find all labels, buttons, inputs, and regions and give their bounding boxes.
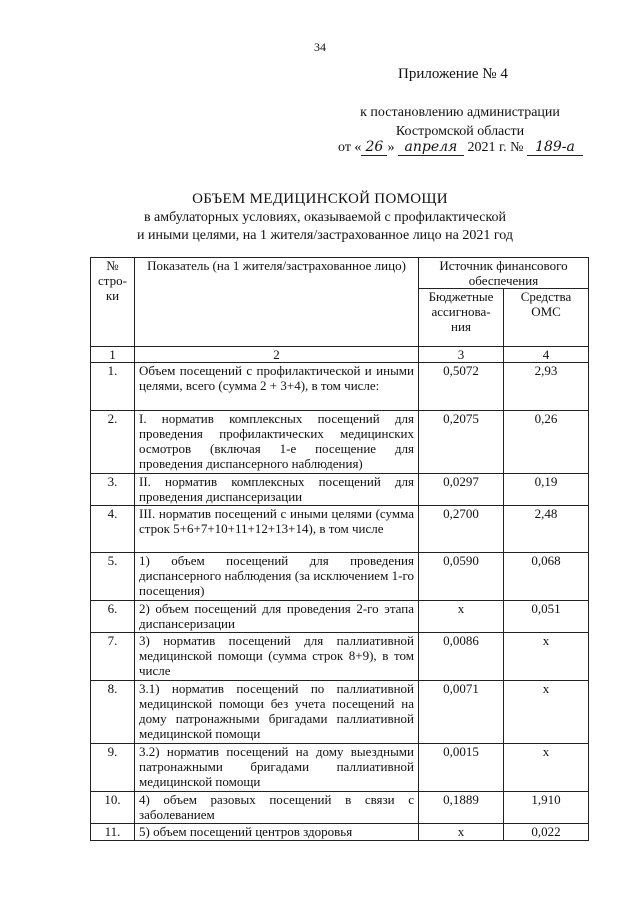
row-budget-value: 0,2700 (419, 506, 504, 553)
table-row (91, 411, 589, 474)
row-oms-value: 2,93 (504, 363, 589, 411)
header-indicator: Показатель (на 1 жителя/застрахованное лицо) (135, 258, 419, 347)
row-oms-value: х (504, 681, 589, 744)
row-number: 5. (91, 553, 135, 601)
row-oms-value: 0,068 (504, 553, 589, 601)
row-oms-value: 1,910 (504, 792, 589, 824)
row-number: 10. (91, 792, 135, 824)
row-number: 6. (91, 601, 135, 633)
subtitle-line-2: и иными целями, на 1 жителя/застрахованное лицо на 2021 год (137, 228, 513, 243)
decree-date-line (338, 139, 583, 156)
row-oms-value: х (504, 633, 589, 681)
row-oms-value: х (504, 744, 589, 792)
row-indicator: I. норматив комплексных посещений для проведения профилактических медицинских осмотров (включая 1-е посещение для проведения диспансерного наблюдения) (135, 411, 419, 474)
column-number: 3 (419, 347, 504, 363)
row-number: 1. (91, 363, 135, 411)
column-numbers-row (91, 347, 589, 363)
table-row (91, 474, 589, 506)
row-budget-value: 0,0086 (419, 633, 504, 681)
column-number: 1 (91, 347, 135, 363)
row-indicator: II. норматив комплексных посещений для проведения диспансеризации (135, 474, 419, 506)
decree-line-1: к постановлению администрации (360, 105, 560, 120)
table-row (91, 553, 589, 601)
row-indicator: 3) норматив посещений для паллиативной медицинской помощи (сумма строк 8+9), в том числе (135, 633, 419, 681)
column-number: 4 (504, 347, 589, 363)
table-row (91, 633, 589, 681)
row-number: 2. (91, 411, 135, 474)
column-number: 2 (135, 347, 419, 363)
table-header-row (91, 258, 589, 289)
row-number: 8. (91, 681, 135, 744)
row-indicator: 2) объем посещений для проведения 2-го этапа диспансеризации (135, 601, 419, 633)
date-prefix: от « (338, 140, 362, 155)
row-indicator: 1) объем посещений для проведения диспансерного наблюдения (за исключением 1-го посещения) (135, 553, 419, 601)
row-oms-value: 0,19 (504, 474, 589, 506)
table-row (91, 824, 589, 841)
row-budget-value: 0,0071 (419, 681, 504, 744)
date-day: 26 (361, 139, 387, 156)
row-number: 11. (91, 824, 135, 841)
table-row (91, 506, 589, 553)
appendix-label: Приложение № 4 (398, 66, 508, 82)
row-budget-value: 0,5072 (419, 363, 504, 411)
row-oms-value: 0,022 (504, 824, 589, 841)
header-budget: Бюджетные ассигнова-ния (419, 289, 504, 347)
medical-volume-table (90, 257, 589, 841)
date-month: апреля (398, 139, 464, 156)
row-budget-value: 0,0297 (419, 474, 504, 506)
table-row (91, 744, 589, 792)
row-number: 3. (91, 474, 135, 506)
row-budget-value: 0,0015 (419, 744, 504, 792)
subtitle-line-1: в амбулаторных условиях, оказываемой с профилактической (143, 210, 507, 225)
row-number: 7. (91, 633, 135, 681)
row-indicator: 3.2) норматив посещений на дому выездными патронажными бригадами паллиативной медицинской помощи (135, 744, 419, 792)
header-funding-source: Источник финансового обеспечения (419, 258, 589, 289)
decree-number: 189-а (527, 139, 583, 156)
date-year: 2021 г. № (467, 140, 524, 155)
decree-line-2: Костромской области (395, 124, 525, 139)
table-row (91, 792, 589, 824)
row-indicator: Объем посещений с профилактической и иными целями, всего (сумма 2 + 3+4), в том числе: (135, 363, 419, 411)
document-title: ОБЪЕМ МЕДИЦИНСКОЙ ПОМОЩИ (192, 191, 448, 207)
date-separator: » (387, 140, 395, 155)
row-oms-value: 2,48 (504, 506, 589, 553)
row-number: 9. (91, 744, 135, 792)
row-indicator: III. норматив посещений с иными целями (сумма строк 5+6+7+10+11+12+13+14), в том числе (135, 506, 419, 553)
row-oms-value: 0,26 (504, 411, 589, 474)
table-row (91, 681, 589, 744)
row-budget-value: х (419, 601, 504, 633)
row-oms-value: 0,051 (504, 601, 589, 633)
row-budget-value: 0,2075 (419, 411, 504, 474)
document-subtitle (100, 209, 550, 245)
row-indicator: 3.1) норматив посещений по паллиативной медицинской помощи без учета посещений на дому патронажными бригадами паллиативной медицинской помощи (135, 681, 419, 744)
header-row-number: № стро-ки (91, 258, 135, 347)
table-row (91, 601, 589, 633)
table-row (91, 363, 589, 411)
decree-reference (330, 103, 590, 141)
header-oms: Средства ОМС (504, 289, 589, 347)
row-budget-value: 0,1889 (419, 792, 504, 824)
page-number: 34 (314, 40, 326, 54)
row-indicator: 5) объем посещений центров здоровья (135, 824, 419, 841)
row-number: 4. (91, 506, 135, 553)
row-indicator: 4) объем разовых посещений в связи с заболеванием (135, 792, 419, 824)
row-budget-value: х (419, 824, 504, 841)
row-budget-value: 0,0590 (419, 553, 504, 601)
